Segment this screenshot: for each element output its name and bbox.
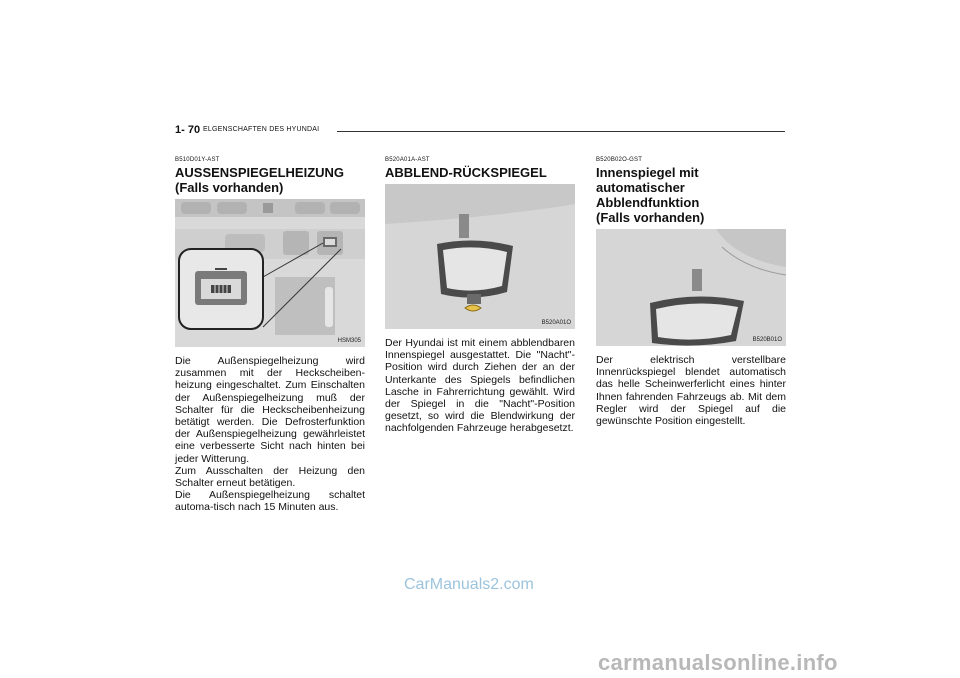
section-mirror-heating xyxy=(175,157,365,514)
section-heading: Innenspiegel mit automatischer xyxy=(596,165,699,195)
section-heading-note: (Falls vorhanden) xyxy=(596,210,705,225)
section-heading-line2: Abblendfunktion xyxy=(596,195,700,210)
section-code: B520A01A-AST xyxy=(385,157,430,163)
figure-label: B520A01O xyxy=(541,320,571,326)
section-body: Die Außenspiegelheizung wird zusammen mit der Heckscheiben-heizung eingeschaltet. Zum Einschalten der Außenspiegelheizung muß der Schalter für die Heckscheibenheizung betätigt werden. Die Defrosterfunktion der Außenspiegelheizung gewährleistet eine verbesserte Sicht nach hinten bei jeder Witterung. Zum Ausschalten der Heizung den Schalter erneut betätigen. Die Außenspiegelheizung schaltet automa-tisch nach 15 Minuten aus. xyxy=(175,355,365,514)
section-title: ELGENSCHAFTEN DES HYUNDAI xyxy=(203,126,320,133)
section-code: B510D01Y-AST xyxy=(175,157,220,163)
figure-dimming-mirror xyxy=(385,184,575,329)
rearview-mirror-illustration xyxy=(385,184,575,329)
section-body: Der Hyundai ist mit einem abblendbaren Innenspiegel ausgestattet. Die "Nacht"-Position wird durch Ziehen der an der Unterkante des Spiegels befindlichen Lasche in Fahrerrichtung gewählt. Wird der Spiegel in die "Nacht"-Position gesetzt, so wird die Blendwirkung der nachfolgenden Fahrzeuge herabgesetzt. xyxy=(385,337,575,435)
section-heading: AUSSENSPIEGELHEIZUNG xyxy=(175,165,345,180)
figure-auto-dimming-mirror xyxy=(596,229,786,346)
auto-dimming-mirror-illustration xyxy=(596,229,786,346)
watermark-carmanuals2: CarManuals2.com xyxy=(404,576,534,593)
figure-label: B520B01O xyxy=(752,337,782,343)
header-rule xyxy=(337,131,785,132)
section-body: Der elektrisch verstellbare Innenrückspiegel blendet automatisch das helle Scheinwerferlicht eines hinter Ihnen fahrenden Fahrzeugs ab. Mit dem Regler wird der Spiegel auf die gewünschte Position eingestellt. xyxy=(596,354,786,428)
watermark-carmanualsonline: carmanualsonline.info xyxy=(598,650,838,675)
page-header xyxy=(175,124,785,138)
page-number: 1- 70 xyxy=(175,124,201,136)
figure-defroster-switch xyxy=(175,199,365,347)
section-dimming-mirror xyxy=(385,157,575,435)
section-heading-note: (Falls vorhanden) xyxy=(175,180,284,195)
section-heading: ABBLEND-RÜCKSPIEGEL xyxy=(385,165,547,180)
section-auto-dimming-mirror xyxy=(596,157,786,427)
section-code: B520B02O-GST xyxy=(596,157,643,163)
defroster-switch-illustration xyxy=(175,199,365,347)
figure-label: HSM305 xyxy=(337,338,361,344)
